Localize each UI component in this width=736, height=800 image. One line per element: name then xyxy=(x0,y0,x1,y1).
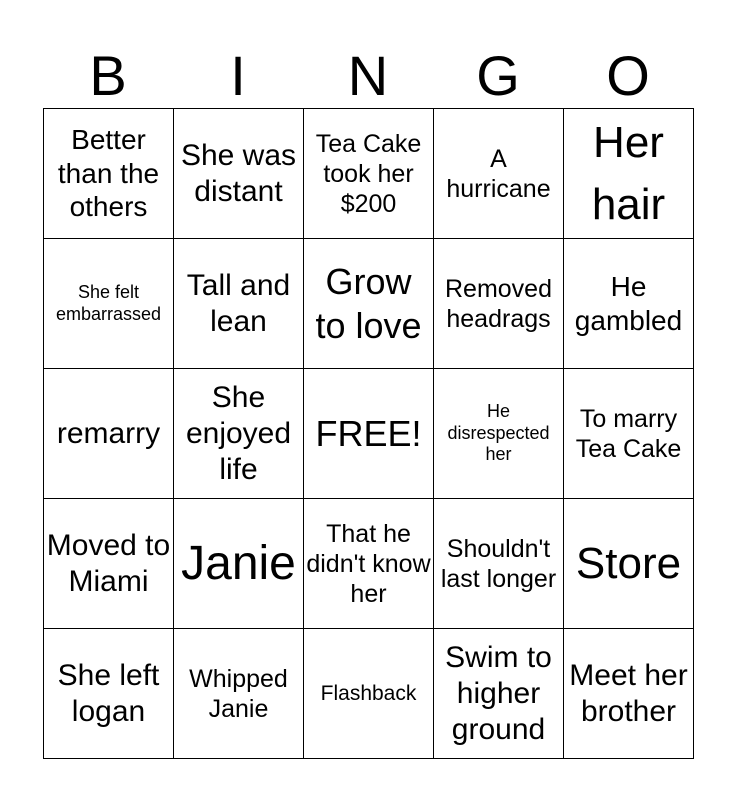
bingo-cell[interactable]: Grow to love xyxy=(304,239,434,369)
bingo-cell[interactable]: Her hair xyxy=(564,109,694,239)
bingo-cell[interactable]: Swim to higher ground xyxy=(434,629,564,759)
bingo-header xyxy=(43,44,693,108)
bingo-cell[interactable]: Meet her brother xyxy=(564,629,694,759)
bingo-cell[interactable]: Better than the others xyxy=(44,109,174,239)
header-letter-i: I xyxy=(230,44,246,107)
bingo-cell[interactable]: Tall and lean xyxy=(174,239,304,369)
bingo-cell[interactable]: remarry xyxy=(44,369,174,499)
header-letter-n: N xyxy=(347,44,389,107)
bingo-cell[interactable]: To marry Tea Cake xyxy=(564,369,694,499)
bingo-cell[interactable]: She felt embarrassed xyxy=(44,239,174,369)
bingo-cell[interactable]: She was distant xyxy=(174,109,304,239)
bingo-cell[interactable]: He disrespected her xyxy=(434,369,564,499)
bingo-cell[interactable]: She enjoyed life xyxy=(174,369,304,499)
bingo-cell[interactable]: Moved to Miami xyxy=(44,499,174,629)
bingo-row xyxy=(44,629,694,759)
bingo-cell[interactable]: Flashback xyxy=(304,629,434,759)
bingo-cell[interactable]: Store xyxy=(564,499,694,629)
bingo-row xyxy=(44,239,694,369)
bingo-cell[interactable]: Shouldn't last longer xyxy=(434,499,564,629)
bingo-row xyxy=(44,499,694,629)
bingo-row xyxy=(44,369,694,499)
header-letter-b: B xyxy=(89,44,127,107)
bingo-cell[interactable]: He gambled xyxy=(564,239,694,369)
bingo-cell[interactable]: Whipped Janie xyxy=(174,629,304,759)
bingo-cell[interactable]: A hurricane xyxy=(434,109,564,239)
header-letter-o: O xyxy=(606,44,650,107)
bingo-cell[interactable]: That he didn't know her xyxy=(304,499,434,629)
bingo-cell[interactable]: Tea Cake took her $200 xyxy=(304,109,434,239)
bingo-cell[interactable]: Removed headrags xyxy=(434,239,564,369)
bingo-row xyxy=(44,109,694,239)
free-space[interactable]: FREE! xyxy=(304,369,434,499)
bingo-cell[interactable]: Janie xyxy=(174,499,304,629)
bingo-card xyxy=(43,108,694,759)
header-letter-g: G xyxy=(476,44,520,107)
bingo-cell[interactable]: She left logan xyxy=(44,629,174,759)
